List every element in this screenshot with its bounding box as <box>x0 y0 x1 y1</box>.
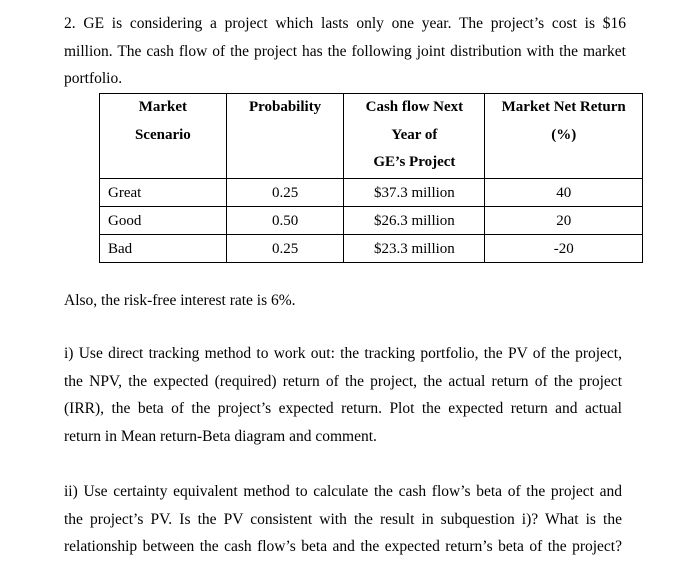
header-cashflow-line-3: GE’s Project <box>373 154 456 170</box>
table-header-row <box>100 94 643 179</box>
cell-market-return: 20 <box>485 207 643 235</box>
header-market-net-return <box>485 94 643 179</box>
q1-line-1: i) Use direct tracking method to work out: the tracking portfolio, the PV of the project, <box>64 345 622 362</box>
q2-line-3: relationship between the cash flow’s beta and the expected return’s beta of the project? <box>64 538 622 555</box>
header-scenario-line-2: Scenario <box>134 126 191 143</box>
header-return-line-1: Market Net Return <box>501 99 626 115</box>
cell-probability: 0.25 <box>226 235 344 263</box>
question-2 <box>64 478 622 561</box>
cell-market-return: 40 <box>485 179 643 207</box>
cell-scenario: Good <box>100 207 227 235</box>
question-1 <box>64 340 622 450</box>
intro-line-3: portfolio. <box>64 70 123 87</box>
table-row <box>100 179 643 207</box>
cell-scenario: Great <box>100 179 227 207</box>
q1-line-2: the NPV, the expected (required) return of the project, the actual return of the project <box>64 372 622 390</box>
risk-free-line: Also, the risk-free interest rate is 6%. <box>64 292 296 309</box>
cell-cash-flow: $23.3 million <box>344 235 485 263</box>
header-probability <box>226 94 344 179</box>
table-row <box>100 235 643 263</box>
header-return-line-2: (%) <box>551 126 577 143</box>
table-row <box>100 207 643 235</box>
q1-line-3: (IRR), the beta of the project’s expected return. Plot the expected return and actual <box>64 400 622 417</box>
cell-probability: 0.25 <box>226 179 344 207</box>
header-market-scenario <box>100 94 227 179</box>
q2-line-1: ii) Use certainty equivalent method to calculate the cash flow’s beta of the project and <box>64 483 622 500</box>
header-cash-flow <box>344 94 485 179</box>
intro-line-1: 2. GE is considering a project which lasts only one year. The project’s cost is $16 <box>64 15 626 32</box>
cell-cash-flow: $26.3 million <box>344 207 485 235</box>
intro-line-2: million. The cash flow of the project has the following joint distribution with the market <box>64 42 626 60</box>
q2-line-2: the project’s PV. Is the PV consistent with the result in subquestion i)? What is the <box>64 510 622 528</box>
cell-market-return: -20 <box>485 235 643 263</box>
joint-distribution-table <box>99 93 643 263</box>
header-probability-line-1: Probability <box>248 99 322 115</box>
cell-scenario: Bad <box>100 235 227 263</box>
header-cashflow-line-1: Cash flow Next <box>365 99 464 115</box>
problem-intro <box>64 10 626 93</box>
header-cashflow-line-2: Year of <box>391 126 438 143</box>
risk-free-rate-statement <box>64 287 634 315</box>
header-scenario-line-1: Market <box>138 99 188 115</box>
q1-line-4: return in Mean return-Beta diagram and comment. <box>64 427 377 445</box>
cell-probability: 0.50 <box>226 207 344 235</box>
cell-cash-flow: $37.3 million <box>344 179 485 207</box>
